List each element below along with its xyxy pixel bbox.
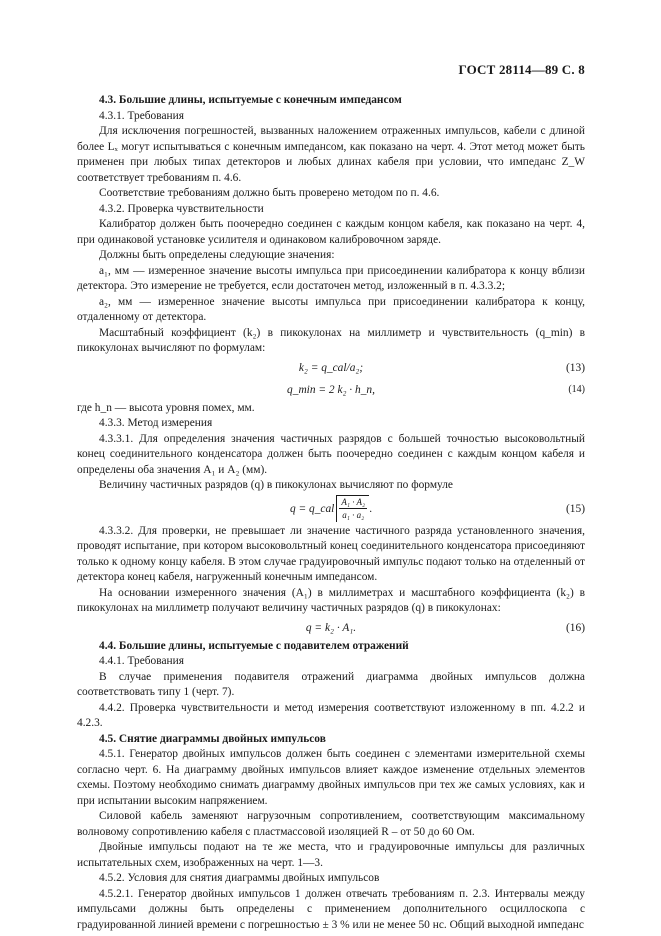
formula-15-number: (15) xyxy=(566,502,585,515)
paragraph-basis: На основании измеренного значения (A₁) в миллиметрах и масштабного коэффициента (k₂) в пикокулонах на миллиметр получают величину частичных разрядов (q) в пикокулонах: xyxy=(77,586,585,614)
section-4-3-heading: 4.3. Большие длины, испытуемые с конечным импедансом xyxy=(99,94,402,106)
paragraph-where: где h_n — высота уровня помех, мм. xyxy=(77,401,255,414)
formula-13-expression: k₂ = q_cal/a₂; xyxy=(298,361,364,374)
paragraph-conformance: Соответствие требованиям должно быть проверено методом по п. 4.6. xyxy=(99,187,440,199)
formula-13 xyxy=(77,357,585,379)
formula-14-expression: q_min = 2 k₂ · h_n, xyxy=(287,383,375,396)
formula-16-number: (16) xyxy=(566,621,585,634)
paragraph-partial-discharge: Величину частичных разрядов (q) в пикокулонах вычисляют по формуле xyxy=(99,479,453,491)
subsection-4-5-2: 4.5.2. Условия для снятия диаграммы двойных импульсов xyxy=(99,872,380,884)
formula-16 xyxy=(77,617,585,639)
page-header: ГОСТ 28114—89 С. 8 xyxy=(458,62,585,77)
subsection-4-3-1: 4.3.1. Требования xyxy=(99,109,184,122)
formula-16-expression: q = k₂ · A₁. xyxy=(305,621,357,634)
paragraph-4-5-1: 4.5.1. Генератор двойных импульсов должен быть соединен с элементами измерительной схемы согласно черт. 6. На диаграмму двойных импульсов влияет каждое изменение отдельных элементов схемы. Поэтому необходимо снимать диаграмму двойных импульсов при тех же самых условиях, как и при испытании высоким напряжением. xyxy=(77,748,585,807)
paragraph-4-4-1: В случае применения подавителя отражений диаграмма двойных импульсов должна соответствовать типу 1 (черт. 7). xyxy=(77,670,585,698)
subsection-4-3-3: 4.3.3. Метод измерения xyxy=(99,417,213,429)
formula-15-denominator: a₁ · a₂ xyxy=(342,510,365,521)
paragraph-values: Должны быть определены следующие значения: xyxy=(99,249,335,261)
formula-13-number: (13) xyxy=(566,361,585,374)
formula-15-left: q = q_cal xyxy=(289,502,335,515)
paragraph-requirements: Для исключения погрешностей, вызванных наложением отраженных импульсов, кабели с длиной более Lₓ могут испытываться с конечным импедансом, как показано на черт. 4. Этот метод может быть применен при любых типах детекторов и любых длинах кабеля при условии, что импеданс Z_W соответствует требованиям п. 4.6. xyxy=(77,125,585,184)
formula-14-number: (14) xyxy=(568,383,585,395)
formula-15-numerator: A₁ · A₂ xyxy=(341,497,366,508)
document-body xyxy=(77,93,585,933)
paragraph-4-3-3-1: 4.3.3.1. Для определения значения частичных разрядов с большей точностью высоковольтный конец соединительного конденсатора должен быть поочередно соединен с каждым концом кабеля и определены оба значения A₁ и A₂ (мм). xyxy=(77,432,585,476)
paragraph-double-pulses: Двойные импульсы подают на те же места, что и градуировочные импульсы для различных испытательных схем, изображенных на черт. 1—3. xyxy=(77,841,585,869)
paragraph-a1: a₁, мм — измеренное значение высоты импульса при присоединении калибратора к концу вблизи детектора. Это измерение не требуется, если достаточен метод, изложенный в п. 4.3.3.2; xyxy=(77,264,585,292)
formula-15-sqrt-fraction xyxy=(336,495,369,522)
paragraph-power-cable: Силовой кабель заменяют нагрузочным сопротивлением, соответствующим максимальному волновому сопротивлению кабеля с пластмассовой изоляцией R – от 50 до 60 Ом. xyxy=(77,810,585,838)
subsection-4-4-1: 4.4.1. Требования xyxy=(99,655,184,667)
paragraph-a2: a₂, мм — измеренное значение высоты импульса при присоединении калибратора к концу, отдаленному от детектора. xyxy=(77,295,585,323)
paragraph-4-5-2-1: 4.5.2.1. Генератор двойных импульсов 1 должен отвечать требованиям п. 2.3. Интервалы между импульсами должны быть определены с применением дополнительного осциллоскопа с градуированной линией времени с погрешностью ± 3 % или не менее 50 нс. Общий выходной импеданс xyxy=(77,887,585,931)
paragraph-scale-factor: Масштабный коэффициент (k₂) в пикокулонах на миллиметр и чувствительность (q_min) в пикокулонах вычисляют по формулам: xyxy=(77,326,585,354)
section-4-5-heading: 4.5. Снятие диаграммы двойных импульсов xyxy=(99,732,326,745)
paragraph-4-3-3-2: 4.3.3.2. Для проверки, не превышает ли значение частичного разряда установленного значения, проводят испытание, при котором высоковольтный конец соединительного конденсатора присоединяют только к одному концу кабеля. В этом случае градуировочный импульс подают только на отделенный от детектора конец кабеля, нагруженный конечным импедансом. xyxy=(77,524,585,583)
section-4-4-heading: 4.4. Большие длины, испытуемые с подавителем отражений xyxy=(99,639,409,652)
formula-14 xyxy=(77,379,585,401)
paragraph-4-4-2: 4.4.2. Проверка чувствительности и метод измерения соответствуют изложенному в пп. 4.2.2 и 4.2.3. xyxy=(77,701,585,729)
subsection-4-3-2: 4.3.2. Проверка чувствительности xyxy=(99,202,264,215)
formula-15: q = q_cal $\frac{\text{A₁ · A₂}}{\text{a₁ · a₂}}$ . (15) xyxy=(77,494,585,524)
paragraph-calibrator: Калибратор должен быть поочередно соединен с каждым концом кабеля, как показано на черт. 4, при одинаковой установке усилителя и одинаковом калибровочном заряде. xyxy=(77,218,585,246)
